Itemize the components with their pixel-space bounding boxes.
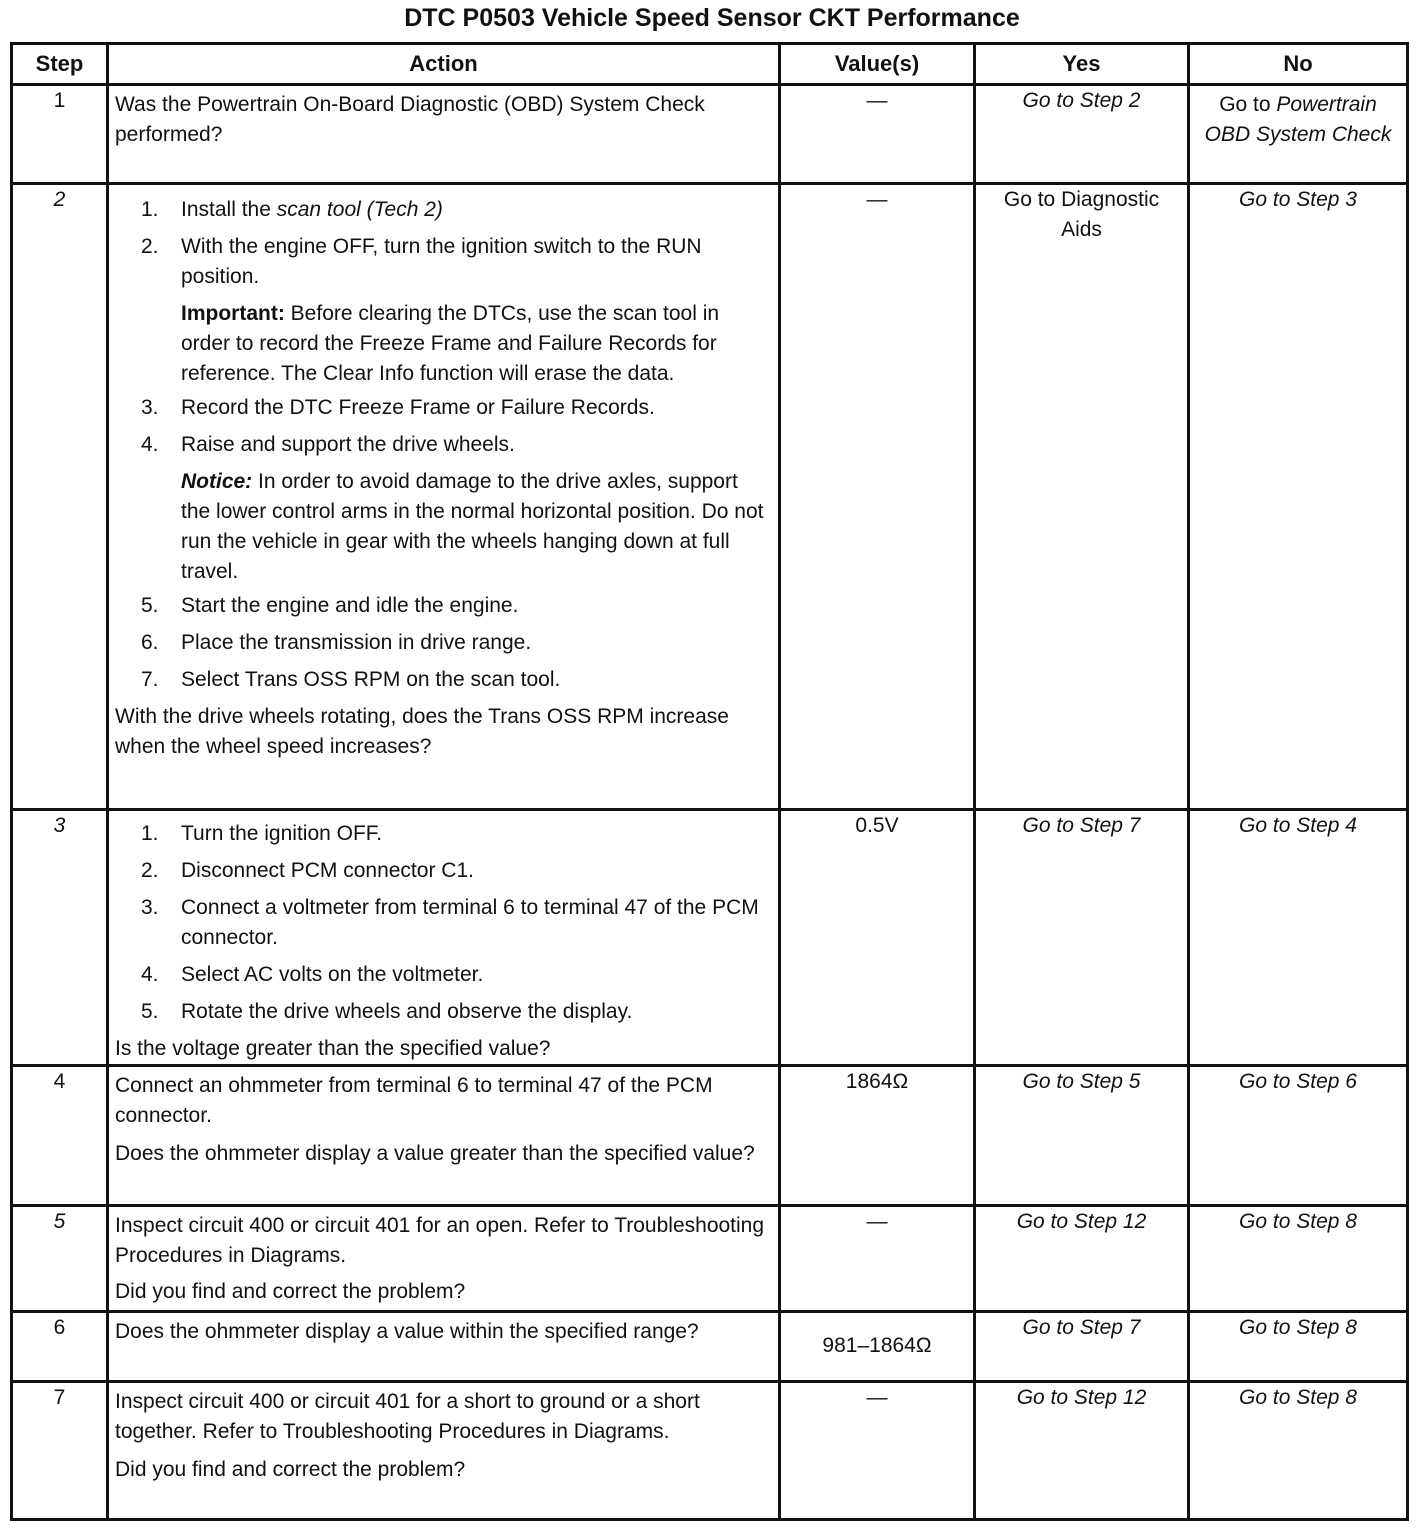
value-cell: 0.5V	[780, 810, 975, 1066]
step-number: 6	[12, 1312, 108, 1382]
list-item: 5. Start the engine and idle the engine.	[141, 594, 519, 617]
header-step: Step	[12, 44, 108, 85]
table-row	[12, 810, 1408, 1066]
action-cell	[108, 1312, 780, 1382]
action-cell	[108, 184, 780, 810]
step-number: 5	[12, 1206, 108, 1312]
list-item: 1. Turn the ignition OFF.	[141, 822, 383, 845]
no-link[interactable]: Go to Step 3	[1189, 184, 1408, 810]
yes-link[interactable]: Go to Step 12	[975, 1206, 1189, 1312]
list-item: 2. Disconnect PCM connector C1.	[141, 859, 474, 882]
no-target: Powertrain OBD System Check	[1204, 93, 1392, 146]
header-yes: Yes	[975, 44, 1189, 85]
yes-link[interactable]: Go to Step 12	[975, 1382, 1189, 1520]
table-row	[12, 1312, 1408, 1382]
value-cell: 981–1864Ω	[780, 1312, 975, 1382]
step-number: 3	[12, 810, 108, 1066]
step-number: 7	[12, 1382, 108, 1520]
diagnostic-table	[10, 42, 1409, 1521]
no-link[interactable]: Go to Step 4	[1189, 810, 1408, 1066]
page-title: DTC P0503 Vehicle Speed Sensor CKT Performance	[404, 4, 1020, 32]
action-cell	[108, 1206, 780, 1312]
list-item: 6. Place the transmission in drive range.	[141, 631, 532, 654]
no-link[interactable]: Go to Step 8	[1189, 1206, 1408, 1312]
list-item: 2. With the engine OFF, turn the ignition switch to the RUN position.	[141, 235, 702, 288]
header-action: Action	[108, 44, 780, 85]
step-number: 4	[12, 1066, 108, 1206]
list-item: 3. Connect a voltmeter from terminal 6 to terminal 47 of the PCM connector.	[141, 896, 759, 949]
notice-note: Notice: In order to avoid damage to the drive axles, support the lower control arms in the normal horizontal position. Do not run the vehicle in gear with the wheels hanging down at full travel.	[181, 470, 764, 583]
table-row	[12, 1206, 1408, 1312]
procedure-list	[115, 393, 772, 460]
step-number: 1	[12, 85, 108, 184]
table-row	[12, 1382, 1408, 1520]
question-text: Is the voltage greater than the specified value?	[115, 1037, 551, 1060]
action-cell	[108, 1382, 780, 1520]
yes-link[interactable]: Go to Diagnostic Aids	[975, 184, 1189, 810]
value-cell: —	[780, 184, 975, 810]
value-cell: —	[780, 1382, 975, 1520]
list-item: 4. Raise and support the drive wheels.	[141, 433, 515, 456]
action-text: Inspect circuit 400 or circuit 401 for an open. Refer to Troubleshooting Procedures in Diagrams.	[115, 1214, 765, 1267]
action-text: Connect an ohmmeter from terminal 6 to terminal 47 of the PCM connector.	[115, 1074, 713, 1127]
yes-link[interactable]: Go to Step 5	[975, 1066, 1189, 1206]
procedure-list	[115, 819, 772, 1027]
list-item: 4. Select AC volts on the voltmeter.	[141, 963, 484, 986]
list-item: 7. Select Trans OSS RPM on the scan tool.	[141, 668, 561, 691]
yes-link[interactable]: Go to Step 2	[975, 85, 1189, 184]
header-no: No	[1189, 44, 1408, 85]
no-link[interactable]: Go to Step 6	[1189, 1066, 1408, 1206]
action-cell	[108, 1066, 780, 1206]
question-text: Does the ohmmeter display a value greater than the specified value?	[115, 1142, 755, 1165]
header-row	[12, 44, 1408, 85]
table-row	[12, 1066, 1408, 1206]
list-item: 3. Record the DTC Freeze Frame or Failure Records.	[141, 396, 655, 419]
action-cell	[108, 810, 780, 1066]
no-link[interactable]: Go to Step 8	[1189, 1382, 1408, 1520]
procedure-list	[115, 591, 772, 695]
step-number: 2	[12, 184, 108, 810]
list-item: 1. Install the scan tool (Tech 2)	[141, 198, 443, 221]
question-text: Did you find and correct the problem?	[115, 1458, 466, 1481]
question-text: With the drive wheels rotating, does the Trans OSS RPM increase when the wheel speed increases?	[115, 705, 729, 758]
list-item: 5. Rotate the drive wheels and observe the display.	[141, 1000, 633, 1023]
table-row	[12, 85, 1408, 184]
action-text: Inspect circuit 400 or circuit 401 for a short to ground or a short together. Refer to Troubleshooting Procedures in Diagrams.	[115, 1390, 700, 1443]
no-link[interactable]	[1189, 85, 1408, 184]
question-text: Did you find and correct the problem?	[115, 1280, 466, 1303]
important-note: Important: Before clearing the DTCs, use the scan tool in order to record the Freeze Frame and Failure Records for reference. The Clear Info function will erase the data.	[181, 302, 720, 385]
value-cell: —	[780, 1206, 975, 1312]
value-cell: 1864Ω	[780, 1066, 975, 1206]
no-link[interactable]: Go to Step 8	[1189, 1312, 1408, 1382]
value-cell: —	[780, 85, 975, 184]
header-values: Value(s)	[780, 44, 975, 85]
action-text: Was the Powertrain On-Board Diagnostic (OBD) System Check performed?	[115, 93, 705, 146]
yes-link[interactable]: Go to Step 7	[975, 1312, 1189, 1382]
action-cell	[108, 85, 780, 184]
table-row	[12, 184, 1408, 810]
yes-link[interactable]: Go to Step 7	[975, 810, 1189, 1066]
procedure-list	[115, 195, 772, 292]
no-prefix: Go to	[1219, 93, 1271, 116]
action-text: Does the ohmmeter display a value within the specified range?	[115, 1320, 699, 1343]
